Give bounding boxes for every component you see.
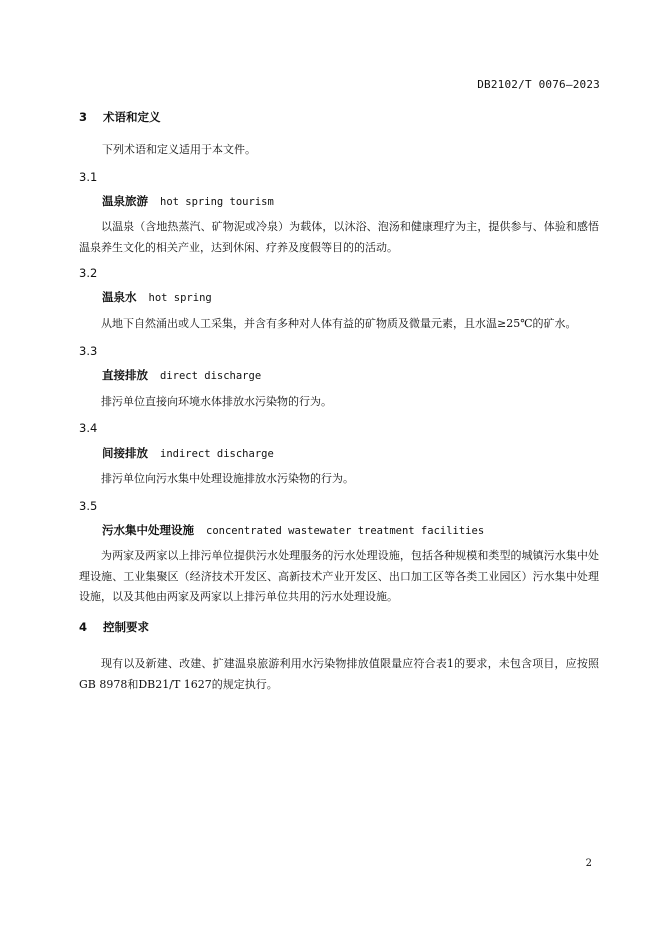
- term-en: indirect discharge: [160, 448, 274, 460]
- section-4-heading: [79, 619, 149, 635]
- section-3-heading: [79, 109, 161, 125]
- term-title: [102, 367, 261, 383]
- section-title: 控制要求: [103, 620, 150, 634]
- term-number: 3.4: [79, 421, 98, 435]
- term-title: [102, 522, 484, 538]
- standard-code: DB2102/T 0076—2023: [477, 78, 600, 91]
- term-zh: 间接排放: [102, 446, 148, 460]
- term-number: 3.3: [79, 344, 98, 358]
- section-number: 4: [79, 620, 88, 634]
- term-title: [102, 193, 274, 209]
- section-4-body: 现有以及新建、改建、扩建温泉旅游利用水污染物排放值限量应符合表1的要求，未包含项目，应按照GB 8978和DB21/T 1627的规定执行。: [79, 657, 599, 691]
- term-zh: 直接排放: [102, 368, 148, 382]
- term-number: 3.2: [79, 266, 98, 280]
- section-title: 术语和定义: [103, 110, 161, 124]
- term-definition: 排污单位直接向环境水体排放水污染物的行为。: [101, 395, 332, 408]
- term-title: [102, 445, 274, 461]
- section-3-intro: 下列术语和定义适用于本文件。: [102, 143, 256, 156]
- term-definition: 为两家及两家以上排污单位提供污水处理服务的污水处理设施，包括各种规模和类型的城镇污水集中处理设施、工业集聚区（经济技术开发区、高新技术产业开发区、出口加工区等各类工业园区）污水集中处理设施，以及其他由两家及两家以上排污单位共用的污水处理设施。: [79, 549, 599, 603]
- term-en: concentrated wastewater treatment facilities: [206, 525, 485, 537]
- section-number: 3: [79, 110, 88, 124]
- term-zh: 污水集中处理设施: [102, 523, 194, 537]
- term-definition: 以温泉（含地热蒸汽、矿物泥或冷泉）为载体，以沐浴、泡汤和健康理疗为主，提供参与、体验和感悟温泉养生文化的相关产业，达到休闲、疗养及度假等目的的活动。: [79, 220, 599, 254]
- term-number: 3.5: [79, 499, 98, 513]
- term-en: direct discharge: [160, 370, 262, 382]
- term-definition: 从地下自然涌出或人工采集，并含有多种对人体有益的矿物质及微量元素，且水温≥25℃的矿水。: [101, 317, 577, 330]
- term-number: 3.1: [79, 170, 98, 184]
- term-zh: 温泉水: [102, 290, 137, 304]
- page-number: 2: [585, 858, 592, 869]
- term-en: hot spring tourism: [160, 196, 274, 208]
- term-title: [102, 289, 212, 305]
- term-definition: 排污单位向污水集中处理设施排放水污染物的行为。: [101, 472, 354, 485]
- term-zh: 温泉旅游: [102, 194, 148, 208]
- term-en: hot spring: [148, 292, 212, 304]
